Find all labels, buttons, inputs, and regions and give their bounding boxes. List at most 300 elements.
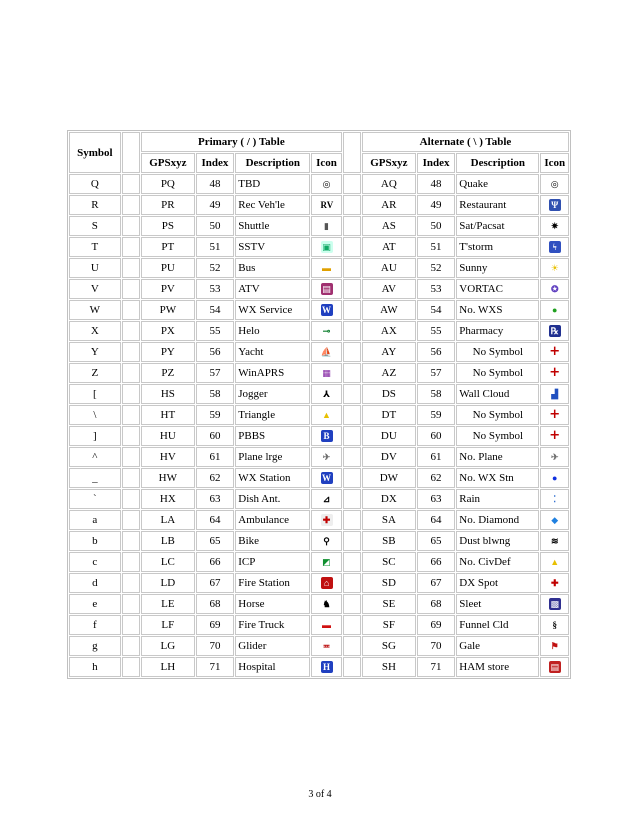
alternate-gpsxyz: SB: [362, 531, 416, 551]
symbol-header: Symbol: [69, 132, 121, 173]
alternate-description: No Symbol: [456, 342, 539, 362]
sun-icon: ☀: [550, 263, 559, 274]
no-symbol-icon: +: [549, 344, 561, 360]
primary-gpsxyz: PR: [141, 195, 195, 215]
alternate-gpsxyz: AT: [362, 237, 416, 257]
symbol-char: a: [69, 510, 121, 530]
primary-gpsxyz: PY: [141, 342, 195, 362]
primary-description: Horse: [235, 594, 310, 614]
icon-cell: [311, 195, 341, 215]
spacer-cell: [343, 426, 361, 446]
rv-icon: RV: [320, 200, 334, 211]
symbol-char: [: [69, 384, 121, 404]
alternate-index: 50: [417, 216, 456, 236]
alternate-index: 69: [417, 615, 456, 635]
spacer-cell: [122, 636, 140, 656]
alternate-gpsxyz: DT: [362, 405, 416, 425]
icon-cell: [311, 615, 341, 635]
icon-cell: [540, 573, 569, 593]
bike-icon: ⚲: [323, 536, 330, 547]
primary-gpsxyz: PX: [141, 321, 195, 341]
spacer-cell: [122, 657, 140, 677]
alternate-gpsxyz: SG: [362, 636, 416, 656]
spacer-cell: [122, 300, 140, 320]
icon-cell: [311, 405, 341, 425]
alternate-gpsxyz: AQ: [362, 174, 416, 194]
alternate-index: 65: [417, 531, 456, 551]
alternate-description: T'storm: [456, 237, 539, 257]
alternate-index: 54: [417, 300, 456, 320]
alternate-gpsxyz: AZ: [362, 363, 416, 383]
spacer-column: [343, 132, 361, 173]
alternate-index: 68: [417, 594, 456, 614]
primary-gpsxyz: LB: [141, 531, 195, 551]
icon-cell: [311, 447, 341, 467]
alternate-gpsxyz: AX: [362, 321, 416, 341]
primary-index: 62: [196, 468, 235, 488]
icon-cell: [311, 594, 341, 614]
alternate-gpsxyz: AY: [362, 342, 416, 362]
symbol-char: g: [69, 636, 121, 656]
table-row: [69, 174, 569, 194]
triangle-icon: ▲: [322, 410, 331, 421]
primary-gpsxyz: HV: [141, 447, 195, 467]
alternate-gpsxyz: SE: [362, 594, 416, 614]
jogger-icon: ⅄: [323, 389, 330, 400]
primary-gpsxyz: PU: [141, 258, 195, 278]
primary-index: 55: [196, 321, 235, 341]
symbol-char: ]: [69, 426, 121, 446]
primary-description: Bus: [235, 258, 310, 278]
icon-cell: [311, 300, 341, 320]
alternate-description: HAM store: [456, 657, 539, 677]
table-row: [69, 510, 569, 530]
alternate-index: 55: [417, 321, 456, 341]
spacer-cell: [122, 468, 140, 488]
icon-cell: [540, 468, 569, 488]
primary-gpsxyz: PQ: [141, 174, 195, 194]
civdef-icon: ▲: [550, 557, 560, 568]
alternate-gpsxyz: SA: [362, 510, 416, 530]
pharmacy-icon: ℞: [550, 326, 559, 337]
wall-cloud-icon: ▟: [551, 389, 559, 400]
primary-gpsxyz: PW: [141, 300, 195, 320]
hospital-icon: H: [321, 661, 333, 673]
alternate-description: No. CivDef: [456, 552, 539, 572]
primary-gpsxyz: LG: [141, 636, 195, 656]
primary-index: 68: [196, 594, 235, 614]
glider-icon: ≖: [322, 641, 331, 652]
primary-index-header: Index: [196, 153, 235, 173]
icon-cell: [540, 615, 569, 635]
primary-gpsxyz: HT: [141, 405, 195, 425]
primary-gpsxyz: PV: [141, 279, 195, 299]
alternate-index: 64: [417, 510, 456, 530]
alternate-description: Pharmacy: [456, 321, 539, 341]
primary-icon-header: Icon: [311, 153, 341, 173]
thunderstorm-icon: ϟ: [549, 241, 561, 253]
primary-description: ICP: [235, 552, 310, 572]
symbol-char: _: [69, 468, 121, 488]
alternate-index: 61: [417, 447, 456, 467]
symbol-char: ^: [69, 447, 121, 467]
spacer-cell: [343, 174, 361, 194]
primary-gpsxyz: LA: [141, 510, 195, 530]
table-row: [69, 321, 569, 341]
alternate-gpsxyz: AU: [362, 258, 416, 278]
horse-icon: ♞: [322, 599, 331, 610]
table-row: [69, 405, 569, 425]
alternate-index: 48: [417, 174, 456, 194]
alternate-index-header: Index: [417, 153, 456, 173]
primary-gpsxyz: LF: [141, 615, 195, 635]
alternate-description: Dust blwng: [456, 531, 539, 551]
icon-cell: [540, 300, 569, 320]
symbol-char: b: [69, 531, 121, 551]
icon-cell: [540, 405, 569, 425]
ambulance-icon: ✚: [321, 514, 333, 526]
icon-cell: [540, 384, 569, 404]
primary-description: Fire Station: [235, 573, 310, 593]
alternate-description: No Symbol: [456, 363, 539, 383]
table-row: [69, 216, 569, 236]
spacer-cell: [122, 405, 140, 425]
alternate-description: Sunny: [456, 258, 539, 278]
table-row: [69, 552, 569, 572]
atv-icon: ▤: [322, 284, 331, 295]
shuttle-icon: ▮: [324, 221, 329, 232]
primary-description: Ambulance: [235, 510, 310, 530]
primary-gpsxyz: LD: [141, 573, 195, 593]
spacer-cell: [122, 174, 140, 194]
alternate-description: VORTAC: [456, 279, 539, 299]
alternate-description: No. WX Stn: [456, 468, 539, 488]
table-row: [69, 426, 569, 446]
symbol-char: U: [69, 258, 121, 278]
table-row: [69, 300, 569, 320]
primary-description: Bike: [235, 531, 310, 551]
no-symbol-icon: +: [549, 365, 561, 381]
symbol-char: h: [69, 657, 121, 677]
icon-cell: [540, 531, 569, 551]
spacer-cell: [343, 216, 361, 236]
alternate-index: 49: [417, 195, 456, 215]
spacer-cell: [343, 321, 361, 341]
spacer-cell: [122, 237, 140, 257]
table-row: [69, 636, 569, 656]
primary-description: Triangle: [235, 405, 310, 425]
primary-gpsxyz-header: GPSxyz: [141, 153, 195, 173]
alternate-description: No. WXS: [456, 300, 539, 320]
spacer-cell: [343, 531, 361, 551]
primary-table-title: Primary ( / ) Table: [141, 132, 342, 152]
table-row: [69, 237, 569, 257]
restaurant-icon: Ψ: [549, 199, 561, 211]
alternate-gpsxyz: DV: [362, 447, 416, 467]
primary-index: 61: [196, 447, 235, 467]
icon-cell: [540, 552, 569, 572]
symbol-char: V: [69, 279, 121, 299]
table-row: [69, 594, 569, 614]
alternate-description: DX Spot: [456, 573, 539, 593]
primary-index: 65: [196, 531, 235, 551]
alternate-gpsxyz: DW: [362, 468, 416, 488]
symbol-char: R: [69, 195, 121, 215]
alternate-index: 56: [417, 342, 456, 362]
icon-cell: [311, 489, 341, 509]
symbol-char: d: [69, 573, 121, 593]
dx-spot-icon: ✚: [550, 578, 559, 589]
primary-description: Dish Ant.: [235, 489, 310, 509]
alternate-index: 51: [417, 237, 456, 257]
primary-index: 58: [196, 384, 235, 404]
target-icon: ◎: [322, 179, 331, 190]
alternate-gpsxyz: AV: [362, 279, 416, 299]
icon-cell: [540, 342, 569, 362]
icon-cell: [540, 426, 569, 446]
alternate-description: No Symbol: [456, 426, 539, 446]
icon-cell: [540, 636, 569, 656]
symbol-char: e: [69, 594, 121, 614]
spacer-cell: [343, 552, 361, 572]
alternate-gpsxyz: DX: [362, 489, 416, 509]
icon-cell: [540, 510, 569, 530]
icon-cell: [311, 216, 341, 236]
wx-service-icon: W: [322, 305, 332, 316]
spacer-cell: [122, 258, 140, 278]
spacer-cell: [122, 363, 140, 383]
table-row: [69, 657, 569, 677]
target-icon: ◎: [550, 179, 559, 190]
primary-index: 57: [196, 363, 235, 383]
page-number: 3 of 4: [308, 789, 332, 800]
table-row: [69, 279, 569, 299]
primary-description: Shuttle: [235, 216, 310, 236]
alternate-table-title: Alternate ( \ ) Table: [362, 132, 569, 152]
alternate-index: 70: [417, 636, 456, 656]
table-row: [69, 531, 569, 551]
spacer-cell: [343, 657, 361, 677]
ham-store-icon: ▤: [550, 662, 559, 673]
primary-description: Jogger: [235, 384, 310, 404]
primary-index: 48: [196, 174, 235, 194]
primary-gpsxyz: PT: [141, 237, 195, 257]
primary-description: TBD: [235, 174, 310, 194]
spacer-cell: [343, 615, 361, 635]
alternate-description: No. Plane: [456, 447, 539, 467]
primary-description: Hospital: [235, 657, 310, 677]
icon-cell: [540, 174, 569, 194]
spacer-cell: [122, 552, 140, 572]
primary-index: 51: [196, 237, 235, 257]
spacer-cell: [122, 615, 140, 635]
alternate-gpsxyz: AS: [362, 216, 416, 236]
spacer-cell: [343, 447, 361, 467]
symbol-char: Q: [69, 174, 121, 194]
table-row: [69, 258, 569, 278]
alternate-description: Wall Cloud: [456, 384, 539, 404]
winaprs-icon: ▦: [322, 368, 331, 379]
primary-description: Helo: [235, 321, 310, 341]
icon-cell: [311, 573, 341, 593]
no-symbol-icon: +: [549, 428, 561, 444]
spacer-cell: [343, 363, 361, 383]
symbol-char: Z: [69, 363, 121, 383]
symbol-char: `: [69, 489, 121, 509]
spacer-cell: [343, 384, 361, 404]
bus-icon: ▬: [322, 263, 332, 274]
primary-index: 50: [196, 216, 235, 236]
alternate-gpsxyz: AW: [362, 300, 416, 320]
icon-cell: [540, 258, 569, 278]
sleet-icon: ▩: [550, 599, 559, 610]
icon-cell: [311, 426, 341, 446]
primary-gpsxyz: PS: [141, 216, 195, 236]
alternate-description: Funnel Cld: [456, 615, 539, 635]
icp-icon: ◩: [322, 557, 331, 568]
primary-description: Plane lrge: [235, 447, 310, 467]
primary-index: 49: [196, 195, 235, 215]
alternate-index: 63: [417, 489, 456, 509]
primary-gpsxyz: HU: [141, 426, 195, 446]
alternate-index: 71: [417, 657, 456, 677]
spacer-cell: [122, 426, 140, 446]
spacer-cell: [343, 573, 361, 593]
helicopter-icon: ⊸: [322, 326, 331, 337]
primary-index: 53: [196, 279, 235, 299]
icon-cell: [540, 594, 569, 614]
vortac-icon: ✪: [550, 284, 559, 295]
spacer-cell: [343, 279, 361, 299]
icon-cell: [311, 174, 341, 194]
icon-cell: [311, 279, 341, 299]
alternate-description: Restaurant: [456, 195, 539, 215]
fire-station-icon: ⌂: [321, 577, 333, 589]
primary-index: 54: [196, 300, 235, 320]
spacer-column: [122, 132, 140, 173]
icon-cell: [540, 321, 569, 341]
spacer-cell: [122, 531, 140, 551]
alternate-index: 62: [417, 468, 456, 488]
icon-cell: [540, 363, 569, 383]
alternate-gpsxyz: SF: [362, 615, 416, 635]
icon-cell: [540, 237, 569, 257]
alternate-gpsxyz: SH: [362, 657, 416, 677]
icon-cell: [311, 237, 341, 257]
diamond-icon: ◆: [551, 515, 559, 526]
alternate-description: Sleet: [456, 594, 539, 614]
primary-description: WX Service: [235, 300, 310, 320]
yacht-icon: ⛵: [320, 347, 333, 358]
primary-description: Fire Truck: [235, 615, 310, 635]
alternate-gpsxyz: SC: [362, 552, 416, 572]
icon-cell: [540, 489, 569, 509]
primary-description: WX Station: [235, 468, 310, 488]
spacer-cell: [122, 510, 140, 530]
primary-gpsxyz: LH: [141, 657, 195, 677]
icon-cell: [540, 447, 569, 467]
plane-icon: ✈: [550, 452, 559, 463]
symbol-char: c: [69, 552, 121, 572]
primary-index: 56: [196, 342, 235, 362]
funnel-cloud-icon: §: [552, 620, 557, 631]
primary-index: 70: [196, 636, 235, 656]
spacer-cell: [122, 342, 140, 362]
spacer-cell: [122, 384, 140, 404]
primary-gpsxyz: LE: [141, 594, 195, 614]
icon-cell: [311, 384, 341, 404]
fire-truck-icon: ▬: [322, 620, 332, 631]
table-row: [69, 195, 569, 215]
alternate-description: Sat/Pacsat: [456, 216, 539, 236]
alternate-description: No Symbol: [456, 405, 539, 425]
alternate-gpsxyz: SD: [362, 573, 416, 593]
icon-cell: [311, 363, 341, 383]
spacer-cell: [122, 279, 140, 299]
spacer-cell: [122, 489, 140, 509]
primary-description: Yacht: [235, 342, 310, 362]
satellite-icon: ✷: [550, 221, 559, 232]
symbol-char: Y: [69, 342, 121, 362]
primary-index: 52: [196, 258, 235, 278]
icon-cell: [311, 342, 341, 362]
alternate-gpsxyz: DU: [362, 426, 416, 446]
table-row: [69, 615, 569, 635]
icon-cell: [311, 636, 341, 656]
primary-index: 63: [196, 489, 235, 509]
primary-index: 66: [196, 552, 235, 572]
spacer-cell: [343, 195, 361, 215]
rain-icon: ⁚: [553, 494, 557, 505]
table-row: [69, 447, 569, 467]
blue-circle-icon: ●: [552, 473, 558, 484]
icon-cell: [540, 216, 569, 236]
icon-cell: [311, 552, 341, 572]
primary-index: 67: [196, 573, 235, 593]
primary-description: WinAPRS: [235, 363, 310, 383]
primary-description: PBBS: [235, 426, 310, 446]
alternate-index: 52: [417, 258, 456, 278]
symbol-char: \: [69, 405, 121, 425]
alternate-index: 60: [417, 426, 456, 446]
sstv-icon: ▣: [322, 242, 331, 253]
symbol-char: X: [69, 321, 121, 341]
spacer-cell: [343, 636, 361, 656]
spacer-cell: [343, 300, 361, 320]
primary-description: Rec Veh'le: [235, 195, 310, 215]
primary-gpsxyz: HS: [141, 384, 195, 404]
spacer-cell: [343, 468, 361, 488]
primary-gpsxyz: LC: [141, 552, 195, 572]
alternate-description: Rain: [456, 489, 539, 509]
aprs-symbol-table: [67, 130, 571, 679]
alternate-index: 53: [417, 279, 456, 299]
spacer-cell: [122, 594, 140, 614]
icon-cell: [540, 657, 569, 677]
symbol-char: W: [69, 300, 121, 320]
spacer-cell: [122, 195, 140, 215]
table-row: [69, 468, 569, 488]
icon-cell: [311, 531, 341, 551]
symbol-char: f: [69, 615, 121, 635]
symbol-char: S: [69, 216, 121, 236]
primary-description-header: Description: [235, 153, 310, 173]
table-row: [69, 384, 569, 404]
alternate-index: 67: [417, 573, 456, 593]
spacer-cell: [343, 237, 361, 257]
alternate-gpsxyz: DS: [362, 384, 416, 404]
icon-cell: [311, 321, 341, 341]
